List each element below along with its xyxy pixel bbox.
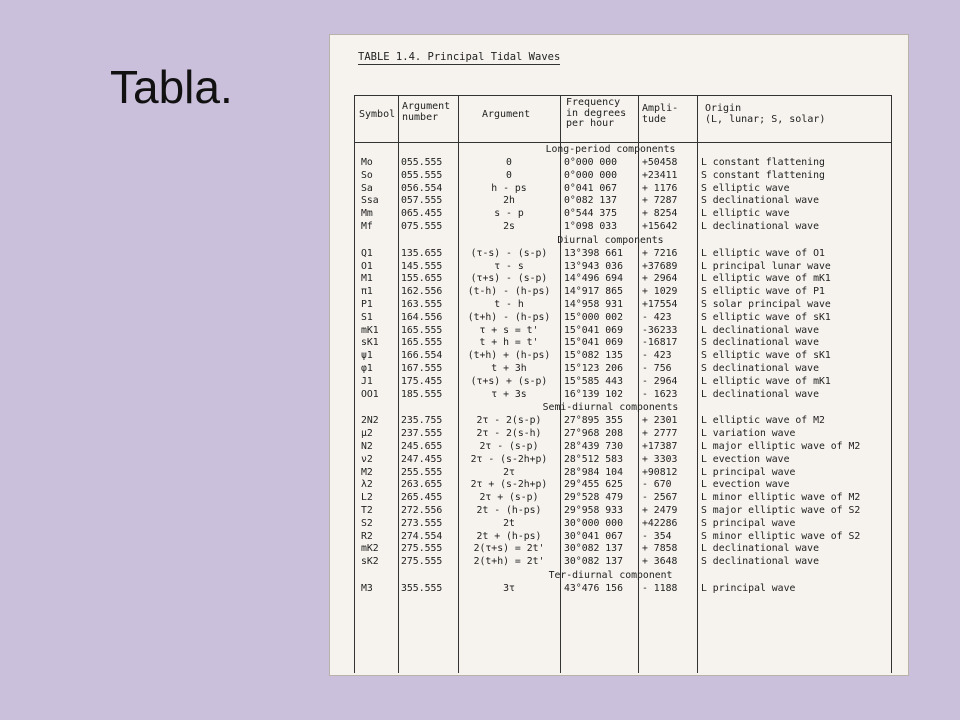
table-cell: (τ+s) + (s-p) xyxy=(470,375,548,387)
table-cell: 28°984 104 xyxy=(564,466,623,478)
table-cell: L elliptic wave xyxy=(701,208,790,220)
table-cell: S elliptic wave of P1 xyxy=(701,286,825,298)
table-cell: - 756 xyxy=(642,363,672,374)
table-cell: 15°000 002 xyxy=(564,311,623,323)
table-cell: 29°958 933 xyxy=(564,505,623,516)
table-cell: h - ps xyxy=(491,182,527,194)
table-cell: μ2 xyxy=(361,428,373,440)
table-cell: + 8254 xyxy=(642,208,678,220)
table-cell: 14°958 931 xyxy=(564,299,623,310)
section-title: Diurnal components xyxy=(557,234,664,246)
table-cell: -36233 xyxy=(642,324,678,336)
table-cell: Mm xyxy=(361,208,373,220)
column-divider xyxy=(697,96,698,673)
table-cell: +23411 xyxy=(642,169,678,181)
table-cell: 065.455 xyxy=(401,208,443,220)
table-cell: S minor elliptic wave of S2 xyxy=(701,530,861,542)
table-cell: 27°895 355 xyxy=(564,415,623,427)
table-cell: t + 3h xyxy=(491,363,527,374)
table-cell: 272.556 xyxy=(401,505,443,516)
table-cell: + 7287 xyxy=(642,195,678,207)
table-cell: 155.655 xyxy=(401,273,443,285)
table-cell: 15°041 069 xyxy=(564,324,623,336)
table-cell: 15°082 135 xyxy=(564,350,623,362)
table-cell: M2 xyxy=(361,466,373,478)
table-cell: 0 xyxy=(506,157,512,168)
table-cell: τ + 3s xyxy=(491,388,527,400)
table-cell: + 3648 xyxy=(642,556,678,568)
table-cell: So xyxy=(361,169,373,181)
tidal-waves-table xyxy=(354,95,892,673)
table-cell: +17387 xyxy=(642,441,678,452)
table-cell: Mf xyxy=(361,221,373,232)
table-cell: 0°000 000 xyxy=(564,157,618,168)
table-cell: 245.655 xyxy=(401,441,443,452)
table-cell: 1°098 033 xyxy=(564,221,618,232)
table-cell: -16817 xyxy=(642,337,678,349)
table-cell: Mo xyxy=(361,157,373,168)
table-cell: J1 xyxy=(361,375,373,387)
table-cell: 163.555 xyxy=(401,299,443,310)
table-cell: 29°455 625 xyxy=(564,479,623,491)
table-cell: S major elliptic wave of S2 xyxy=(701,505,861,516)
column-divider xyxy=(560,96,561,673)
table-cell: 28°439 730 xyxy=(564,441,623,452)
table-cell: +50458 xyxy=(642,157,678,168)
table-cell: L principal wave xyxy=(701,583,796,594)
table-cell: + 1176 xyxy=(642,182,678,194)
table-cell: +90812 xyxy=(642,466,678,478)
table-cell: + 7216 xyxy=(642,247,678,259)
table-cell: 14°496 694 xyxy=(564,273,623,285)
table-cell: S declinational wave xyxy=(701,337,819,349)
table-cell: S2 xyxy=(361,517,373,529)
table-cell: 2t xyxy=(503,517,515,529)
table-cell: 235.755 xyxy=(401,415,443,427)
header-argument-number: Argument number xyxy=(402,101,451,123)
table-cell: 30°082 137 xyxy=(564,543,623,555)
table-cell: π1 xyxy=(361,286,373,298)
table-cell: L major elliptic wave of M2 xyxy=(701,441,861,452)
table-cell: (τ+s) - (s-p) xyxy=(470,273,548,285)
table-cell: Q1 xyxy=(361,247,373,259)
table-cell: L elliptic wave of mK1 xyxy=(701,273,831,285)
table-cell: S elliptic wave of sK1 xyxy=(701,350,831,362)
table-cell: S constant flattening xyxy=(701,169,825,181)
table-cell: 164.556 xyxy=(401,311,443,323)
table-cell: 167.555 xyxy=(401,363,443,374)
table-cell: + 2964 xyxy=(642,273,678,285)
table-cell: ν2 xyxy=(361,453,373,465)
table-cell: sK2 xyxy=(361,556,379,568)
section-title: Ter-diurnal component xyxy=(548,570,673,581)
table-cell: 28°512 583 xyxy=(564,453,623,465)
table-cell: (τ-s) - (s-p) xyxy=(470,247,548,259)
table-cell: Ssa xyxy=(361,195,379,207)
table-cell: + 2777 xyxy=(642,428,678,440)
table-cell: P1 xyxy=(361,299,373,310)
header-symbol: Symbol xyxy=(359,109,396,120)
table-cell: L constant flattening xyxy=(701,157,825,168)
table-cell: 13°398 661 xyxy=(564,247,623,259)
table-cell: 237.555 xyxy=(401,428,443,440)
table-cell: t - h xyxy=(494,299,524,310)
table-cell: 15°123 206 xyxy=(564,363,623,374)
table-cell: 0°041 067 xyxy=(564,182,618,194)
column-divider xyxy=(398,96,399,673)
section-title: Long-period components xyxy=(545,144,676,155)
table-cell: (t+h) + (h-ps) xyxy=(467,350,551,362)
table-cell: 3τ xyxy=(503,583,515,594)
table-cell: 2(t+h) = 2t' xyxy=(473,556,545,568)
table-cell: t + h = t' xyxy=(479,337,539,349)
table-cell: 2s xyxy=(503,221,515,232)
table-cell: 2h xyxy=(503,195,515,207)
table-cell: S elliptic wave xyxy=(701,182,790,194)
table-cell: τ + s = t' xyxy=(479,324,539,336)
table-cell: L minor elliptic wave of M2 xyxy=(701,492,861,504)
table-cell: 27°968 208 xyxy=(564,428,623,440)
table-cell: L evection wave xyxy=(701,479,790,491)
table-cell: 2N2 xyxy=(361,415,379,427)
table-cell: 145.555 xyxy=(401,260,443,272)
table-cell: 30°041 067 xyxy=(564,530,623,542)
table-cell: + 2479 xyxy=(642,505,678,516)
table-cell: 0°082 137 xyxy=(564,195,618,207)
table-cell: L2 xyxy=(361,492,373,504)
table-cell: + 1029 xyxy=(642,286,678,298)
header-origin: Origin (L, lunar; S, solar) xyxy=(705,103,826,125)
table-cell: 165.555 xyxy=(401,324,443,336)
table-cell: 162.556 xyxy=(401,286,443,298)
table-cell: 30°082 137 xyxy=(564,556,623,568)
table-cell: - 670 xyxy=(642,479,672,491)
table-cell: +42286 xyxy=(642,517,678,529)
table-cell: - 2964 xyxy=(642,375,678,387)
table-cell: 2(τ+s) = 2t' xyxy=(473,543,545,555)
table-cell: φ1 xyxy=(361,363,373,374)
table-cell: 0°000 000 xyxy=(564,169,618,181)
table-cell: 275.555 xyxy=(401,556,443,568)
table-cell: M1 xyxy=(361,273,373,285)
table-cell: L declinational wave xyxy=(701,388,819,400)
table-cell: 166.554 xyxy=(401,350,443,362)
table-cell: 2τ - 2(s-p) xyxy=(476,415,542,427)
table-cell: 165.555 xyxy=(401,337,443,349)
table-cell: 0°544 375 xyxy=(564,208,618,220)
table-cell: S1 xyxy=(361,311,373,323)
table-cell: S solar principal wave xyxy=(701,299,831,310)
table-cell: s - p xyxy=(494,208,524,220)
table-cell: L declinational wave xyxy=(701,543,819,555)
table-cell: 2t + (h-ps) xyxy=(476,530,542,542)
table-cell: (t-h) - (h-ps) xyxy=(467,286,551,298)
header-rule xyxy=(355,142,891,143)
table-cell: - 423 xyxy=(642,350,672,362)
table-cell: 13°943 036 xyxy=(564,260,623,272)
table-cell: 15°585 443 xyxy=(564,375,623,387)
table-cell: S declinational wave xyxy=(701,556,819,568)
table-cell: 2τ + (s-p) xyxy=(479,492,539,504)
table-cell: S elliptic wave of sK1 xyxy=(701,311,831,323)
table-cell: sK1 xyxy=(361,337,379,349)
table-cell: 263.655 xyxy=(401,479,443,491)
table-cell: S principal wave xyxy=(701,517,796,529)
table-cell: - 354 xyxy=(642,530,672,542)
table-cell: 15°041 069 xyxy=(564,337,623,349)
table-cell: 135.655 xyxy=(401,247,443,259)
table-cell: mK1 xyxy=(361,324,379,336)
slide-title: Tabla. xyxy=(110,61,233,113)
table-cell: +15642 xyxy=(642,221,678,232)
table-cell: 29°528 479 xyxy=(564,492,623,504)
header-amplitude: Ampli- tude xyxy=(642,103,679,125)
table-cell: 274.554 xyxy=(401,530,443,542)
table-cell: O1 xyxy=(361,260,373,272)
table-caption: TABLE 1.4. Principal Tidal Waves xyxy=(358,51,561,63)
section-title: Semi-diurnal components xyxy=(542,402,679,414)
table-cell: L principal lunar wave xyxy=(701,260,831,272)
table-cell: 2τ + (s-2h+p) xyxy=(470,479,548,491)
table-cell: 2τ - 2(s-h) xyxy=(476,428,542,440)
table-cell: +17554 xyxy=(642,299,678,310)
table-cell: N2 xyxy=(361,441,373,452)
table-cell: - 1188 xyxy=(642,583,678,594)
table-cell: 14°917 865 xyxy=(564,286,623,298)
table-cell: S declinational wave xyxy=(701,363,819,374)
table-cell: L evection wave xyxy=(701,453,790,465)
table-cell: S declinational wave xyxy=(701,195,819,207)
table-cell: T2 xyxy=(361,505,373,516)
table-cell: 175.455 xyxy=(401,375,443,387)
table-cell: L declinational wave xyxy=(701,324,819,336)
table-cell: 255.555 xyxy=(401,466,443,478)
table-cell: ψ1 xyxy=(361,350,373,362)
table-cell: L variation wave xyxy=(701,428,796,440)
table-cell: 2τ xyxy=(503,466,515,478)
table-cell: - 2567 xyxy=(642,492,678,504)
table-cell: 30°000 000 xyxy=(564,517,623,529)
table-cell: 0 xyxy=(506,169,512,181)
table-cell: 43°476 156 xyxy=(564,583,623,594)
table-cell: 355.555 xyxy=(401,583,443,594)
table-cell: 247.455 xyxy=(401,453,443,465)
table-cell: + 3303 xyxy=(642,453,678,465)
header-frequency: Frequency in degrees per hour xyxy=(566,97,627,129)
table-cell: (t+h) - (h-ps) xyxy=(467,311,551,323)
table-cell: 16°139 102 xyxy=(564,388,623,400)
table-cell: 185.555 xyxy=(401,388,443,400)
table-cell: 273.555 xyxy=(401,517,443,529)
table-cell: L principal wave xyxy=(701,466,796,478)
table-cell: R2 xyxy=(361,530,373,542)
table-cell: 275.555 xyxy=(401,543,443,555)
table-cell: 265.455 xyxy=(401,492,443,504)
table-cell: L elliptic wave of M2 xyxy=(701,415,825,427)
table-cell: + 2301 xyxy=(642,415,678,427)
scanned-table-image xyxy=(330,35,908,675)
table-cell: 075.555 xyxy=(401,221,443,232)
table-cell: τ - s xyxy=(494,260,524,272)
table-cell: + 7858 xyxy=(642,543,678,555)
table-cell: +37689 xyxy=(642,260,678,272)
table-cell: 055.555 xyxy=(401,169,443,181)
table-cell: mK2 xyxy=(361,543,379,555)
table-cell: Sa xyxy=(361,182,373,194)
header-argument: Argument xyxy=(482,109,531,120)
table-cell: OO1 xyxy=(361,388,379,400)
table-cell: L elliptic wave of O1 xyxy=(701,247,825,259)
table-cell: 057.555 xyxy=(401,195,443,207)
table-cell: 056.554 xyxy=(401,182,443,194)
table-cell: - 1623 xyxy=(642,388,678,400)
column-divider xyxy=(638,96,639,673)
table-cell: L declinational wave xyxy=(701,221,819,232)
table-cell: - 423 xyxy=(642,311,672,323)
table-cell: M3 xyxy=(361,583,373,594)
table-cell: 2τ - (s-2h+p) xyxy=(470,453,548,465)
table-cell: 2τ - (s-p) xyxy=(479,441,539,452)
table-cell: L elliptic wave of mK1 xyxy=(701,375,831,387)
table-cell: 2t - (h-ps) xyxy=(476,505,542,516)
table-cell: λ2 xyxy=(361,479,373,491)
table-cell: 055.555 xyxy=(401,157,443,168)
